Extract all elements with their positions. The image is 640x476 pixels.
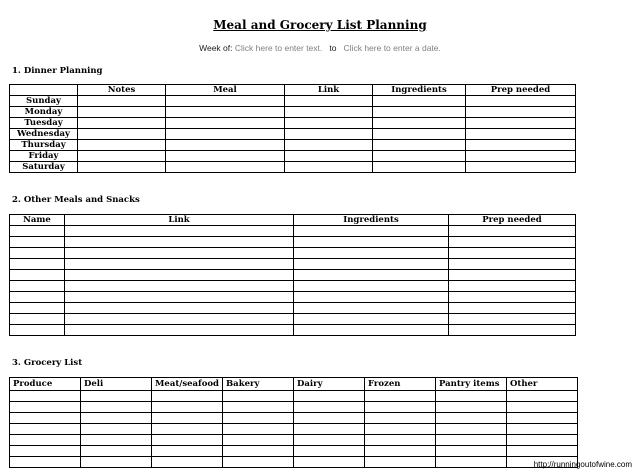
table-cell[interactable]	[285, 129, 373, 140]
table-cell[interactable]	[285, 107, 373, 118]
table-row	[10, 248, 576, 259]
table-cell[interactable]	[223, 446, 294, 457]
column-header: Link	[285, 85, 373, 96]
column-header: Name	[10, 215, 65, 226]
table-cell[interactable]	[65, 270, 294, 281]
document-title: Meal and Grocery List Planning	[213, 18, 427, 32]
column-header: Notes	[78, 85, 166, 96]
table-cell[interactable]	[507, 435, 578, 446]
table-cell[interactable]	[466, 107, 576, 118]
table-row	[10, 424, 578, 435]
table-cell[interactable]	[10, 226, 65, 237]
table-cell[interactable]	[436, 435, 507, 446]
day-label: Thursday	[10, 140, 78, 151]
table-cell[interactable]	[436, 457, 507, 468]
table-row	[10, 292, 576, 303]
table-cell[interactable]	[65, 292, 294, 303]
table-cell[interactable]	[81, 402, 152, 413]
dinner-planning-table	[9, 84, 576, 173]
table-cell[interactable]	[294, 259, 449, 270]
table-row	[10, 413, 578, 424]
column-header	[10, 85, 78, 96]
table-row	[10, 391, 578, 402]
grocery-list-table	[9, 377, 578, 468]
table-row	[10, 270, 576, 281]
table-cell[interactable]	[166, 107, 285, 118]
table-cell[interactable]	[449, 303, 576, 314]
table-cell[interactable]	[365, 424, 436, 435]
table-row	[10, 151, 576, 162]
column-header: Prep needed	[466, 85, 576, 96]
table-cell[interactable]	[10, 325, 65, 336]
table-cell[interactable]	[81, 391, 152, 402]
column-header: Produce	[10, 378, 81, 391]
table-row	[10, 457, 578, 468]
table-row	[10, 402, 578, 413]
table-cell[interactable]	[507, 413, 578, 424]
table-cell[interactable]	[466, 96, 576, 107]
table-cell[interactable]	[78, 118, 166, 129]
table-cell[interactable]	[65, 303, 294, 314]
table-cell[interactable]	[223, 413, 294, 424]
table-row	[10, 140, 576, 151]
table-cell[interactable]	[10, 292, 65, 303]
table-cell[interactable]	[10, 314, 65, 325]
table-cell[interactable]	[10, 435, 81, 446]
table-cell[interactable]	[78, 96, 166, 107]
table-cell[interactable]	[10, 270, 65, 281]
column-header: Bakery	[223, 378, 294, 391]
table-row	[10, 96, 576, 107]
table-cell[interactable]	[285, 118, 373, 129]
column-header: Meat/seafood	[152, 378, 223, 391]
table-cell[interactable]	[166, 140, 285, 151]
table-cell[interactable]	[373, 129, 466, 140]
table-cell[interactable]	[449, 314, 576, 325]
table-cell[interactable]	[166, 118, 285, 129]
day-label: Monday	[10, 107, 78, 118]
table-cell[interactable]	[10, 402, 81, 413]
table-cell[interactable]	[285, 151, 373, 162]
table-cell[interactable]	[436, 446, 507, 457]
table-cell[interactable]	[10, 457, 81, 468]
table-row	[10, 325, 576, 336]
table-cell[interactable]	[294, 435, 365, 446]
table-cell[interactable]	[365, 391, 436, 402]
table-cell[interactable]	[166, 129, 285, 140]
to-label: to	[329, 43, 337, 53]
table-row	[10, 303, 576, 314]
table-cell[interactable]	[373, 162, 466, 173]
table-cell[interactable]	[294, 446, 365, 457]
table-cell[interactable]	[81, 446, 152, 457]
table-cell[interactable]	[223, 424, 294, 435]
table-cell[interactable]	[285, 96, 373, 107]
table-row	[10, 435, 578, 446]
table-cell[interactable]	[65, 325, 294, 336]
table-cell[interactable]	[294, 292, 449, 303]
table-cell[interactable]	[294, 237, 449, 248]
day-label: Saturday	[10, 162, 78, 173]
table-cell[interactable]	[436, 402, 507, 413]
grocery-list-heading: 3. Grocery List	[12, 358, 83, 368]
table-cell[interactable]	[466, 118, 576, 129]
column-header: Dairy	[294, 378, 365, 391]
table-cell[interactable]	[436, 424, 507, 435]
table-cell[interactable]	[466, 151, 576, 162]
table-cell[interactable]	[294, 325, 449, 336]
table-row	[10, 237, 576, 248]
table-cell[interactable]	[152, 424, 223, 435]
table-cell[interactable]	[373, 96, 466, 107]
table-row	[10, 129, 576, 140]
table-cell[interactable]	[449, 281, 576, 292]
table-cell[interactable]	[10, 248, 65, 259]
table-cell[interactable]	[507, 402, 578, 413]
table-row	[10, 118, 576, 129]
table-cell[interactable]	[81, 457, 152, 468]
table-cell[interactable]	[365, 457, 436, 468]
table-cell[interactable]	[294, 270, 449, 281]
day-label: Tuesday	[10, 118, 78, 129]
table-cell[interactable]	[466, 140, 576, 151]
table-cell[interactable]	[294, 314, 449, 325]
table-cell[interactable]	[507, 424, 578, 435]
column-header: Pantry items	[436, 378, 507, 391]
table-cell[interactable]	[78, 140, 166, 151]
table-cell[interactable]	[152, 457, 223, 468]
column-header: Ingredients	[294, 215, 449, 226]
table-cell[interactable]	[285, 140, 373, 151]
table-cell[interactable]	[65, 281, 294, 292]
week-of-line	[0, 43, 640, 53]
table-cell[interactable]	[373, 151, 466, 162]
table-row	[10, 314, 576, 325]
table-cell[interactable]	[294, 402, 365, 413]
dinner-planning-heading: 1. Dinner Planning	[12, 66, 103, 76]
table-cell[interactable]	[10, 303, 65, 314]
day-label: Sunday	[10, 96, 78, 107]
table-cell[interactable]	[373, 140, 466, 151]
table-row	[10, 226, 576, 237]
table-cell[interactable]	[10, 446, 81, 457]
table-cell[interactable]	[436, 391, 507, 402]
table-cell[interactable]	[78, 129, 166, 140]
table-cell[interactable]	[449, 325, 576, 336]
other-meals-heading: 2. Other Meals and Snacks	[12, 195, 140, 205]
table-cell[interactable]	[449, 248, 576, 259]
table-cell[interactable]	[152, 435, 223, 446]
table-row	[10, 446, 578, 457]
table-cell[interactable]	[152, 413, 223, 424]
table-cell[interactable]	[466, 162, 576, 173]
table-cell[interactable]	[294, 457, 365, 468]
table-cell[interactable]	[365, 435, 436, 446]
table-cell[interactable]	[152, 402, 223, 413]
table-cell[interactable]	[65, 226, 294, 237]
source-url: http://runningoutofwine.com	[533, 460, 632, 469]
table-cell[interactable]	[365, 402, 436, 413]
table-cell[interactable]	[285, 162, 373, 173]
table-row	[10, 162, 576, 173]
table-cell[interactable]	[152, 446, 223, 457]
table-cell[interactable]	[10, 391, 81, 402]
table-cell[interactable]	[294, 248, 449, 259]
table-cell[interactable]	[152, 391, 223, 402]
table-cell[interactable]	[65, 237, 294, 248]
table-cell[interactable]	[65, 259, 294, 270]
table-cell[interactable]	[294, 226, 449, 237]
column-header: Ingredients	[373, 85, 466, 96]
week-of-label: Week of:	[199, 43, 233, 53]
table-cell[interactable]	[365, 446, 436, 457]
table-cell[interactable]	[223, 391, 294, 402]
week-start-field[interactable]: Click here to enter text.	[234, 43, 323, 53]
table-cell[interactable]	[78, 151, 166, 162]
table-row	[10, 259, 576, 270]
table-cell[interactable]	[65, 248, 294, 259]
column-header: Prep needed	[449, 215, 576, 226]
table-cell[interactable]	[373, 118, 466, 129]
table-cell[interactable]	[449, 259, 576, 270]
table-cell[interactable]	[449, 270, 576, 281]
table-cell[interactable]	[373, 107, 466, 118]
other-meals-table	[9, 214, 576, 336]
table-cell[interactable]	[507, 391, 578, 402]
day-label: Wednesday	[10, 129, 78, 140]
column-header: Deli	[81, 378, 152, 391]
column-header: Link	[65, 215, 294, 226]
table-cell[interactable]	[81, 424, 152, 435]
week-end-date-field[interactable]: Click here to enter a date.	[343, 43, 441, 53]
table-cell[interactable]	[166, 162, 285, 173]
table-cell[interactable]	[449, 226, 576, 237]
table-cell[interactable]	[81, 413, 152, 424]
table-cell[interactable]	[166, 151, 285, 162]
table-cell[interactable]	[78, 162, 166, 173]
table-cell[interactable]	[466, 129, 576, 140]
table-cell[interactable]	[294, 424, 365, 435]
table-cell[interactable]	[166, 96, 285, 107]
table-cell[interactable]	[78, 107, 166, 118]
table-cell[interactable]	[10, 413, 81, 424]
column-header: Other	[507, 378, 578, 391]
table-cell[interactable]	[223, 457, 294, 468]
table-cell[interactable]	[507, 446, 578, 457]
table-cell[interactable]	[223, 435, 294, 446]
table-cell[interactable]	[436, 413, 507, 424]
table-cell[interactable]	[10, 424, 81, 435]
column-header: Meal	[166, 85, 285, 96]
table-cell[interactable]	[294, 391, 365, 402]
table-cell[interactable]	[294, 413, 365, 424]
day-label: Friday	[10, 151, 78, 162]
table-cell[interactable]	[365, 413, 436, 424]
column-header: Frozen	[365, 378, 436, 391]
table-cell[interactable]	[449, 292, 576, 303]
table-cell[interactable]	[10, 237, 65, 248]
table-cell[interactable]	[65, 314, 294, 325]
table-cell[interactable]	[294, 281, 449, 292]
table-cell[interactable]	[449, 237, 576, 248]
table-row	[10, 107, 576, 118]
table-cell[interactable]	[223, 402, 294, 413]
table-cell[interactable]	[10, 281, 65, 292]
table-cell[interactable]	[81, 435, 152, 446]
table-cell[interactable]	[294, 303, 449, 314]
table-cell[interactable]	[10, 259, 65, 270]
table-row	[10, 281, 576, 292]
